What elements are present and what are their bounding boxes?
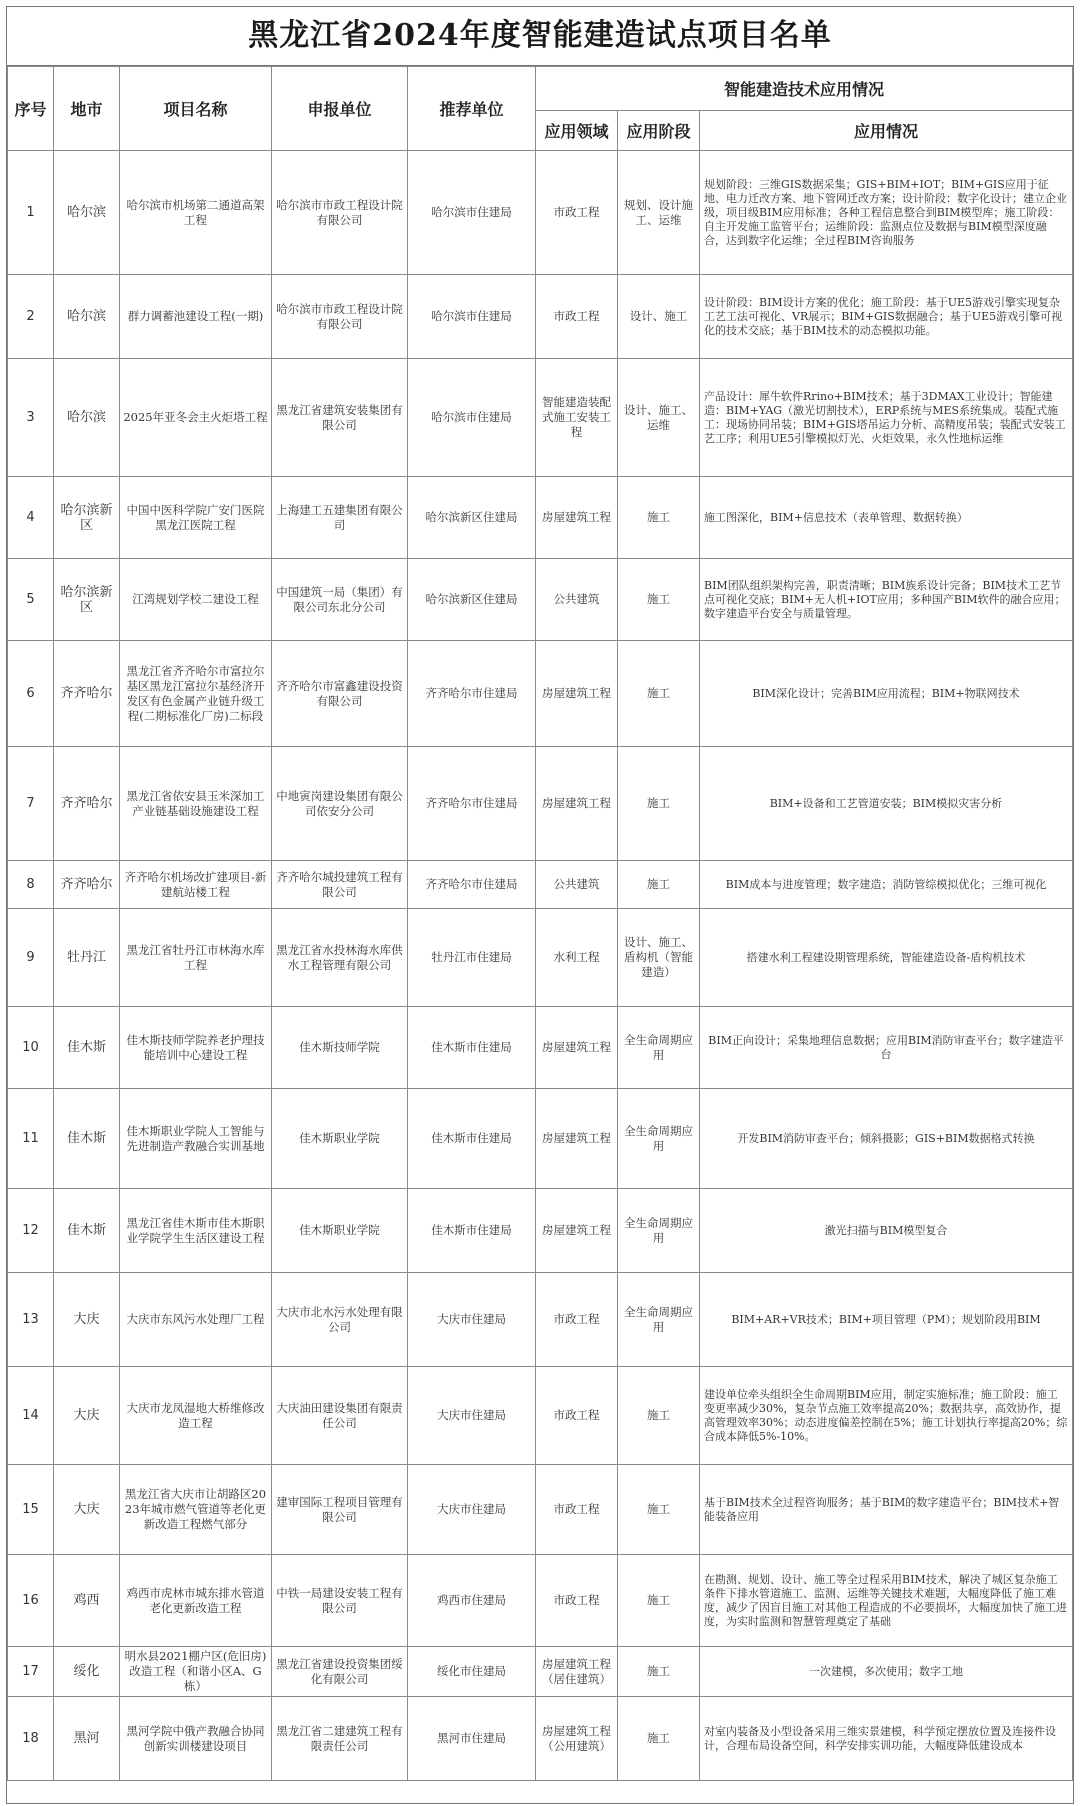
- cell-usage: 产品设计：犀牛软件Rrino+BIM技术；基于3DMAX工业设计；智能建造：BIM+YAG（激光切割技术），ERP系统与MES系统集成。装配式施工：现场协同吊装；BIM+GIS塔吊运力分析、高精度吊装；装配式安装工艺工序；利用UE5引擎模拟灯光、火炬效果，永久性地标运维: [700, 359, 1073, 477]
- cell-stage: 施工: [618, 747, 700, 861]
- cell-applicant: 中铁一局建设安装工程有限公司: [272, 1555, 408, 1647]
- cell-field: 市政工程: [536, 1367, 618, 1465]
- cell-usage: BIM成本与进度管理；数字建造；消防管综模拟优化；三维可视化: [700, 861, 1073, 909]
- cell-no: 5: [8, 559, 54, 641]
- cell-field: 市政工程: [536, 1273, 618, 1367]
- cell-no: 18: [8, 1697, 54, 1781]
- table-row: [8, 1367, 1073, 1465]
- cell-stage: 施工: [618, 861, 700, 909]
- cell-applicant: 佳木斯技师学院: [272, 1007, 408, 1089]
- cell-applicant: 黑龙江省二建建筑工程有限责任公司: [272, 1697, 408, 1781]
- table-row: [8, 275, 1073, 359]
- table-row: [8, 1007, 1073, 1089]
- cell-no: 17: [8, 1647, 54, 1697]
- cell-no: 1: [8, 151, 54, 275]
- cell-usage: 建设单位牵头组织全生命周期BIM应用，制定实施标准；施工阶段：施工变更率减少30%，复杂节点施工效率提高20%；数据共享，高效协作，提高管理效率30%；动态进度偏差控制在5%；施工计划执行率提高20%；综合成本降低5%-10%。: [700, 1367, 1073, 1465]
- cell-stage: 施工: [618, 1647, 700, 1697]
- cell-field: 市政工程: [536, 275, 618, 359]
- header-tech-group: 智能建造技术应用情况: [536, 67, 1073, 111]
- cell-no: 13: [8, 1273, 54, 1367]
- cell-city: 哈尔滨: [54, 151, 120, 275]
- cell-applicant: 黑龙江省建筑安装集团有限公司: [272, 359, 408, 477]
- cell-no: 9: [8, 909, 54, 1007]
- cell-field: 房屋建筑工程: [536, 747, 618, 861]
- header-field: 应用领域: [536, 111, 618, 151]
- cell-project: 哈尔滨市机场第二通道高架工程: [120, 151, 272, 275]
- cell-project: 黑龙江省齐齐哈尔市富拉尔基区黑龙江富拉尔基经济开发区有色金属产业链升级工程(二期标准化厂房)二标段: [120, 641, 272, 747]
- cell-applicant: 大庆市北水污水处理有限公司: [272, 1273, 408, 1367]
- cell-city: 佳木斯: [54, 1007, 120, 1089]
- cell-no: 14: [8, 1367, 54, 1465]
- table-row: [8, 909, 1073, 1007]
- cell-project: 黑龙江省大庆市让胡路区2023年城市燃气管道等老化更新改造工程燃气部分: [120, 1465, 272, 1555]
- cell-field: 房屋建筑工程: [536, 1189, 618, 1273]
- cell-usage: 在勘测、规划、设计、施工等全过程采用BIM技术，解决了城区复杂施工条件下排水管道施工、监测、运维等关键技术难题，大幅度降低了施工难度，减少了因盲目施工对其他工程造成的不必要损坏，大幅度加快了施工进度，为实时监测和智慧管理奠定了基础: [700, 1555, 1073, 1647]
- cell-applicant: 黑龙江省水投林海水库供水工程管理有限公司: [272, 909, 408, 1007]
- table-row: [8, 359, 1073, 477]
- table-row: [8, 1465, 1073, 1555]
- cell-project: 佳木斯技师学院养老护理技能培训中心建设工程: [120, 1007, 272, 1089]
- cell-city: 哈尔滨新区: [54, 559, 120, 641]
- cell-recommender: 哈尔滨市住建局: [408, 151, 536, 275]
- cell-stage: 施工: [618, 1697, 700, 1781]
- cell-usage: 设计阶段：BIM设计方案的优化；施工阶段：基于UE5游戏引擎实现复杂工艺工法可视化、VR展示；BIM+GIS数据融合；基于UE5游戏引擎可视化的技术交底；基于BIM技术的动态模拟功能。: [700, 275, 1073, 359]
- table-row: [8, 151, 1073, 275]
- cell-stage: 设计、施工、运维: [618, 359, 700, 477]
- cell-recommender: 佳木斯市住建局: [408, 1189, 536, 1273]
- cell-usage: BIM+AR+VR技术；BIM+项目管理（PM）；规划阶段用BIM: [700, 1273, 1073, 1367]
- cell-stage: 施工: [618, 1465, 700, 1555]
- cell-project: 大庆市东风污水处理厂工程: [120, 1273, 272, 1367]
- cell-no: 11: [8, 1089, 54, 1189]
- cell-field: 房屋建筑工程: [536, 641, 618, 747]
- table-row: [8, 1697, 1073, 1781]
- cell-recommender: 齐齐哈尔市住建局: [408, 861, 536, 909]
- table-row: [8, 1089, 1073, 1189]
- cell-field: 公共建筑: [536, 559, 618, 641]
- cell-city: 齐齐哈尔: [54, 747, 120, 861]
- cell-no: 12: [8, 1189, 54, 1273]
- cell-applicant: 佳木斯职业学院: [272, 1189, 408, 1273]
- cell-applicant: 大庆油田建设集团有限责任公司: [272, 1367, 408, 1465]
- table-row: [8, 641, 1073, 747]
- cell-project: 黑龙江省牡丹江市林海水库工程: [120, 909, 272, 1007]
- cell-usage: BIM团队组织架构完善，职责清晰；BIM族系设计完备；BIM技术工艺节点可视化交底；BIM+无人机+IOT应用；多种国产BIM软件的融合应用；数字建造平台安全与质量管理。: [700, 559, 1073, 641]
- cell-recommender: 佳木斯市住建局: [408, 1089, 536, 1189]
- cell-city: 牡丹江: [54, 909, 120, 1007]
- cell-field: 水利工程: [536, 909, 618, 1007]
- cell-no: 15: [8, 1465, 54, 1555]
- cell-city: 齐齐哈尔: [54, 641, 120, 747]
- header-city: 地市: [54, 67, 120, 151]
- cell-project: 佳木斯职业学院人工智能与先进制造产教融合实训基地: [120, 1089, 272, 1189]
- cell-recommender: 哈尔滨新区住建局: [408, 559, 536, 641]
- cell-stage: 规划、设计施工、运维: [618, 151, 700, 275]
- cell-stage: 全生命周期应用: [618, 1007, 700, 1089]
- cell-usage: 搭建水利工程建设期管理系统，智能建造设备-盾构机技术: [700, 909, 1073, 1007]
- project-table: [7, 66, 1073, 1781]
- cell-recommender: 大庆市住建局: [408, 1465, 536, 1555]
- cell-usage: 激光扫描与BIM模型复合: [700, 1189, 1073, 1273]
- cell-stage: 施工: [618, 641, 700, 747]
- page-title: 黑龙江省2024年度智能建造试点项目名单: [7, 7, 1073, 66]
- cell-recommender: 大庆市住建局: [408, 1273, 536, 1367]
- table-row: [8, 1189, 1073, 1273]
- cell-project: 江湾规划学校二建设工程: [120, 559, 272, 641]
- header-project: 项目名称: [120, 67, 272, 151]
- cell-usage: BIM正向设计；采集地理信息数据；应用BIM消防审查平台；数字建造平台: [700, 1007, 1073, 1089]
- table-row: [8, 861, 1073, 909]
- cell-no: 10: [8, 1007, 54, 1089]
- cell-no: 2: [8, 275, 54, 359]
- cell-recommender: 齐齐哈尔市住建局: [408, 641, 536, 747]
- cell-project: 中国中医科学院广安门医院黑龙江医院工程: [120, 477, 272, 559]
- cell-project: 鸡西市虎林市城东排水管道老化更新改造工程: [120, 1555, 272, 1647]
- cell-stage: 全生命周期应用: [618, 1273, 700, 1367]
- cell-recommender: 哈尔滨市住建局: [408, 359, 536, 477]
- cell-field: 市政工程: [536, 151, 618, 275]
- cell-stage: 设计、施工、盾构机（智能建造）: [618, 909, 700, 1007]
- cell-usage: 规划阶段：三维GIS数据采集；GIS+BIM+IOT；BIM+GIS应用于征地、电力迁改方案、地下管网迁改方案；设计阶段：数字化设计；建立企业级，项目级BIM应用标准；各种工程信息整合到BIM模型库；施工阶段：自主开发施工监管平台；运维阶段：监测点位及数据与BIM模型深度融合，达到数字化运维；全过程BIM咨询服务: [700, 151, 1073, 275]
- cell-city: 哈尔滨: [54, 359, 120, 477]
- cell-field: 房屋建筑工程: [536, 477, 618, 559]
- cell-recommender: 齐齐哈尔市住建局: [408, 747, 536, 861]
- table-row: [8, 1647, 1073, 1697]
- header-stage: 应用阶段: [618, 111, 700, 151]
- cell-city: 佳木斯: [54, 1089, 120, 1189]
- cell-city: 大庆: [54, 1273, 120, 1367]
- header-applicant: 申报单位: [272, 67, 408, 151]
- cell-recommender: 佳木斯市住建局: [408, 1007, 536, 1089]
- cell-field: 房屋建筑工程: [536, 1089, 618, 1189]
- cell-field: 房屋建筑工程（公用建筑）: [536, 1697, 618, 1781]
- cell-recommender: 哈尔滨新区住建局: [408, 477, 536, 559]
- cell-field: 公共建筑: [536, 861, 618, 909]
- cell-applicant: 佳木斯职业学院: [272, 1089, 408, 1189]
- cell-recommender: 绥化市住建局: [408, 1647, 536, 1697]
- table-row: [8, 477, 1073, 559]
- cell-project: 黑龙江省佳木斯市佳木斯职业学院学生生活区建设工程: [120, 1189, 272, 1273]
- table-row: [8, 1555, 1073, 1647]
- cell-city: 大庆: [54, 1465, 120, 1555]
- cell-no: 7: [8, 747, 54, 861]
- table-row: [8, 1273, 1073, 1367]
- cell-recommender: 大庆市住建局: [408, 1367, 536, 1465]
- cell-recommender: 哈尔滨市住建局: [408, 275, 536, 359]
- cell-city: 黑河: [54, 1697, 120, 1781]
- cell-project: 2025年亚冬会主火炬塔工程: [120, 359, 272, 477]
- cell-stage: 全生命周期应用: [618, 1089, 700, 1189]
- cell-city: 佳木斯: [54, 1189, 120, 1273]
- header-usage: 应用情况: [700, 111, 1073, 151]
- cell-applicant: 哈尔滨市市政工程设计院有限公司: [272, 275, 408, 359]
- cell-project: 黑龙江省依安县玉米深加工产业链基础设施建设工程: [120, 747, 272, 861]
- cell-usage: BIM+设备和工艺管道安装；BIM模拟灾害分析: [700, 747, 1073, 861]
- cell-city: 鸡西: [54, 1555, 120, 1647]
- cell-applicant: 黑龙江省建设投资集团绥化有限公司: [272, 1647, 408, 1697]
- cell-no: 3: [8, 359, 54, 477]
- cell-city: 哈尔滨新区: [54, 477, 120, 559]
- cell-usage: 对室内装备及小型设备采用三维实景建模，科学预定摆放位置及连接件设计，合理布局设备空间，科学安排实训功能，大幅度降低建设成本: [700, 1697, 1073, 1781]
- cell-city: 大庆: [54, 1367, 120, 1465]
- cell-recommender: 黑河市住建局: [408, 1697, 536, 1781]
- cell-field: 房屋建筑工程: [536, 1007, 618, 1089]
- cell-field: 市政工程: [536, 1465, 618, 1555]
- cell-project: 大庆市龙凤湿地大桥维修改造工程: [120, 1367, 272, 1465]
- cell-applicant: 中地寅岗建设集团有限公司依安分公司: [272, 747, 408, 861]
- cell-applicant: 上海建工五建集团有限公司: [272, 477, 408, 559]
- cell-usage: 基于BIM技术全过程咨询服务；基于BIM的数字建造平台；BIM技术+智能装备应用: [700, 1465, 1073, 1555]
- cell-no: 6: [8, 641, 54, 747]
- table-body: [8, 151, 1073, 1781]
- cell-project: 群力调蓄池建设工程(一期): [120, 275, 272, 359]
- cell-usage: 一次建模，多次使用；数字工地: [700, 1647, 1073, 1697]
- cell-usage: 施工图深化，BIM+信息技术（表单管理、数据转换）: [700, 477, 1073, 559]
- table-row: [8, 747, 1073, 861]
- cell-stage: 施工: [618, 477, 700, 559]
- cell-usage: BIM深化设计；完善BIM应用流程；BIM+物联网技术: [700, 641, 1073, 747]
- table-row: [8, 559, 1073, 641]
- cell-applicant: 哈尔滨市市政工程设计院有限公司: [272, 151, 408, 275]
- table-header: [8, 67, 1073, 151]
- cell-recommender: 鸡西市住建局: [408, 1555, 536, 1647]
- cell-stage: 设计、施工: [618, 275, 700, 359]
- cell-city: 齐齐哈尔: [54, 861, 120, 909]
- cell-stage: 施工: [618, 1555, 700, 1647]
- cell-no: 8: [8, 861, 54, 909]
- cell-usage: 开发BIM消防审查平台；倾斜摄影；GIS+BIM数据格式转换: [700, 1089, 1073, 1189]
- cell-stage: 施工: [618, 1367, 700, 1465]
- cell-no: 16: [8, 1555, 54, 1647]
- cell-field: 房屋建筑工程（居住建筑）: [536, 1647, 618, 1697]
- cell-no: 4: [8, 477, 54, 559]
- cell-applicant: 齐齐哈尔市富鑫建设投资有限公司: [272, 641, 408, 747]
- cell-stage: 全生命周期应用: [618, 1189, 700, 1273]
- cell-applicant: 中国建筑一局（集团）有限公司东北分公司: [272, 559, 408, 641]
- cell-stage: 施工: [618, 559, 700, 641]
- cell-project: 明水县2021棚户区(危旧房)改造工程（和谐小区A、G栋）: [120, 1647, 272, 1697]
- cell-field: 市政工程: [536, 1555, 618, 1647]
- cell-applicant: 齐齐哈尔城投建筑工程有限公司: [272, 861, 408, 909]
- header-recommender: 推荐单位: [408, 67, 536, 151]
- cell-recommender: 牡丹江市住建局: [408, 909, 536, 1007]
- cell-project: 黑河学院中俄产教融合协同创新实训楼建设项目: [120, 1697, 272, 1781]
- project-list-sheet: [6, 6, 1074, 1804]
- cell-field: 智能建造装配式施工安装工程: [536, 359, 618, 477]
- cell-city: 哈尔滨: [54, 275, 120, 359]
- header-seq: 序号: [8, 67, 54, 151]
- cell-project: 齐齐哈尔机场改扩建项目-新建航站楼工程: [120, 861, 272, 909]
- cell-city: 绥化: [54, 1647, 120, 1697]
- cell-applicant: 建审国际工程项目管理有限公司: [272, 1465, 408, 1555]
